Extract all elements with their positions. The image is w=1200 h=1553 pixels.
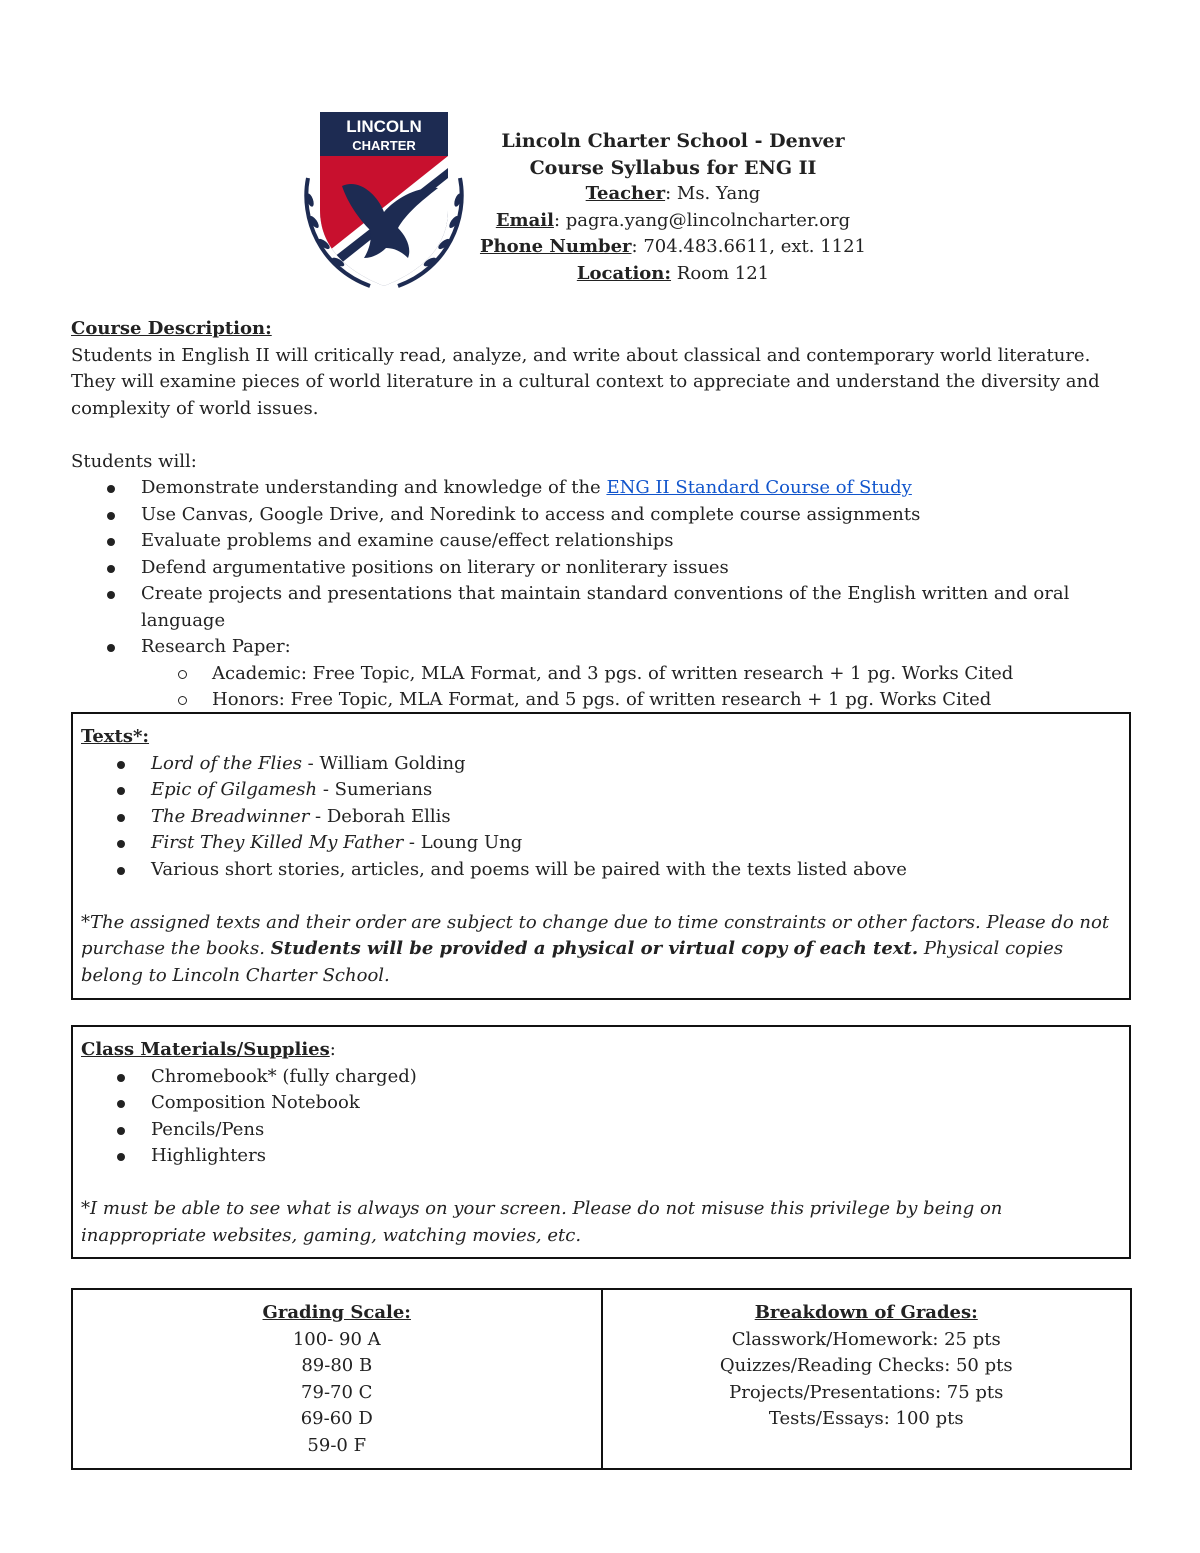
logo-line2: CHARTER (352, 138, 416, 153)
book-title: The Breadwinner (151, 805, 310, 827)
phone-number: 704.483.6611, ext. 1121 (643, 236, 867, 257)
texts-note-bold: Students will be provided a physical or virtual copy of each text. (270, 938, 919, 959)
breakdown-row: Quizzes/Reading Checks: 50 pts (719, 1355, 1013, 1376)
teacher-name: Ms. Yang (676, 183, 761, 204)
texts-note (81, 910, 1121, 990)
breakdown-heading: Breakdown of Grades: (754, 1302, 978, 1323)
students-will-label: Students will: (71, 450, 197, 472)
grading-scale-column (73, 1290, 601, 1468)
description-text: Students in English II will critically read, analyze, and write about classical and contemporary world literature. They will examine pieces of world literature in a cultural context to appreciate and understand the diversity and complexity of world issues. (71, 344, 1100, 419)
texts-note-c: Physical copies belong to Lincoln Charter School. (81, 938, 1064, 986)
logo-est: EST (378, 264, 390, 270)
book-author: - Sumerians (317, 779, 433, 800)
book-title: Lord of the Flies (151, 752, 302, 774)
teacher-label: Teacher (585, 183, 666, 204)
breakdown-row: Tests/Essays: 100 pts (768, 1408, 964, 1429)
list-item (81, 804, 1121, 831)
book-author: - Deborah Ellis (309, 805, 451, 827)
course-description (71, 316, 1136, 714)
list-item (81, 830, 1121, 857)
email-line: Email: pagra.yang@lincolncharter.org (495, 209, 851, 231)
list-item (81, 777, 1121, 804)
list-item: Academic: Free Topic, MLA Format, and 3 pgs. of written research + 1 pg. Works Cited (71, 661, 1136, 688)
list-item: Use Canvas, Google Drive, and Noredink to access and complete course assignments (71, 502, 1136, 529)
research-list (71, 661, 1136, 714)
book-author: - William Golding (301, 752, 466, 774)
book-title: Epic of Gilgamesh (151, 779, 318, 800)
grading-table (71, 1288, 1132, 1470)
school-name: Lincoln Charter School - Denver (501, 130, 845, 152)
materials-heading-line: Class Materials/Supplies: (81, 1039, 336, 1060)
list-item: Defend argumentative positions on literary or nonliterary issues (71, 555, 1136, 582)
email-address[interactable]: pagra.yang@lincolncharter.org (565, 209, 851, 231)
list-item (71, 475, 1136, 502)
logo-line1: LINCOLN (346, 117, 422, 136)
syllabus-header (466, 128, 880, 287)
list-item: Composition Notebook (81, 1090, 1121, 1117)
breakdown-row: Classwork/Homework: 25 pts (731, 1328, 1001, 1350)
location-label: Location: (576, 262, 672, 284)
grade-row: 59-0 F (307, 1434, 367, 1456)
lincoln-charter-logo (300, 108, 468, 290)
list-item: Highlighters (81, 1143, 1121, 1170)
phone-label: Phone Number (479, 236, 632, 257)
materials-list (81, 1064, 1121, 1170)
grade-row: 89-80 B (301, 1355, 373, 1376)
texts-list (81, 751, 1121, 884)
book-author: - Loung Ung (403, 832, 523, 853)
list-item: Create projects and presentations that maintain standard conventions of the English written and oral language (71, 581, 1136, 634)
logo-year: 1998 (375, 271, 393, 280)
teacher-line: Teacher: Ms. Yang (585, 183, 761, 204)
texts-heading: Texts*: (81, 726, 150, 747)
grade-row: 100- 90 A (292, 1328, 381, 1350)
grade-row: 69-60 D (300, 1408, 373, 1429)
location-line (466, 261, 880, 288)
standard-course-link[interactable]: ENG II Standard Course of Study (606, 477, 912, 498)
grading-scale-heading: Grading Scale: (262, 1302, 411, 1323)
materials-box (71, 1025, 1131, 1259)
texts-box (71, 712, 1131, 1000)
materials-heading: Class Materials/Supplies (81, 1039, 330, 1060)
breakdown-row: Projects/Presentations: 75 pts (729, 1381, 1004, 1403)
list-item: Research Paper: (71, 634, 1136, 661)
list-item: Honors: Free Topic, MLA Format, and 5 pgs. of written research + 1 pg. Works Cited (71, 687, 1136, 714)
description-heading: Course Description: (71, 318, 272, 339)
location-room: Room 121 (676, 262, 770, 284)
list-item: Evaluate problems and examine cause/effect relationships (71, 528, 1136, 555)
grade-row: 79-70 C (301, 1381, 373, 1403)
objectives-list (71, 475, 1136, 661)
breakdown-column (601, 1290, 1131, 1468)
texts-note-a: *The assigned texts and their order are subject to change due to time constraints or other factors. Please do not purchase the books. (81, 911, 1110, 959)
email-label: Email (495, 209, 554, 231)
phone-line: Phone Number: 704.483.6611, ext. 1121 (479, 236, 867, 257)
objective-1-text: Demonstrate understanding and knowledge of the (141, 477, 607, 498)
list-item: Various short stories, articles, and poems will be paired with the texts listed above (81, 857, 1121, 884)
course-title: Course Syllabus for ENG II (529, 156, 817, 179)
materials-note: *I must be able to see what is always on your screen. Please do not misuse this privilege by being on inappropriate websites, gaming, watching movies, etc. (81, 1198, 1003, 1246)
book-title: First They Killed My Father (151, 832, 404, 853)
list-item (81, 751, 1121, 778)
list-item: Pencils/Pens (81, 1117, 1121, 1144)
list-item: Chromebook* (fully charged) (81, 1064, 1121, 1091)
